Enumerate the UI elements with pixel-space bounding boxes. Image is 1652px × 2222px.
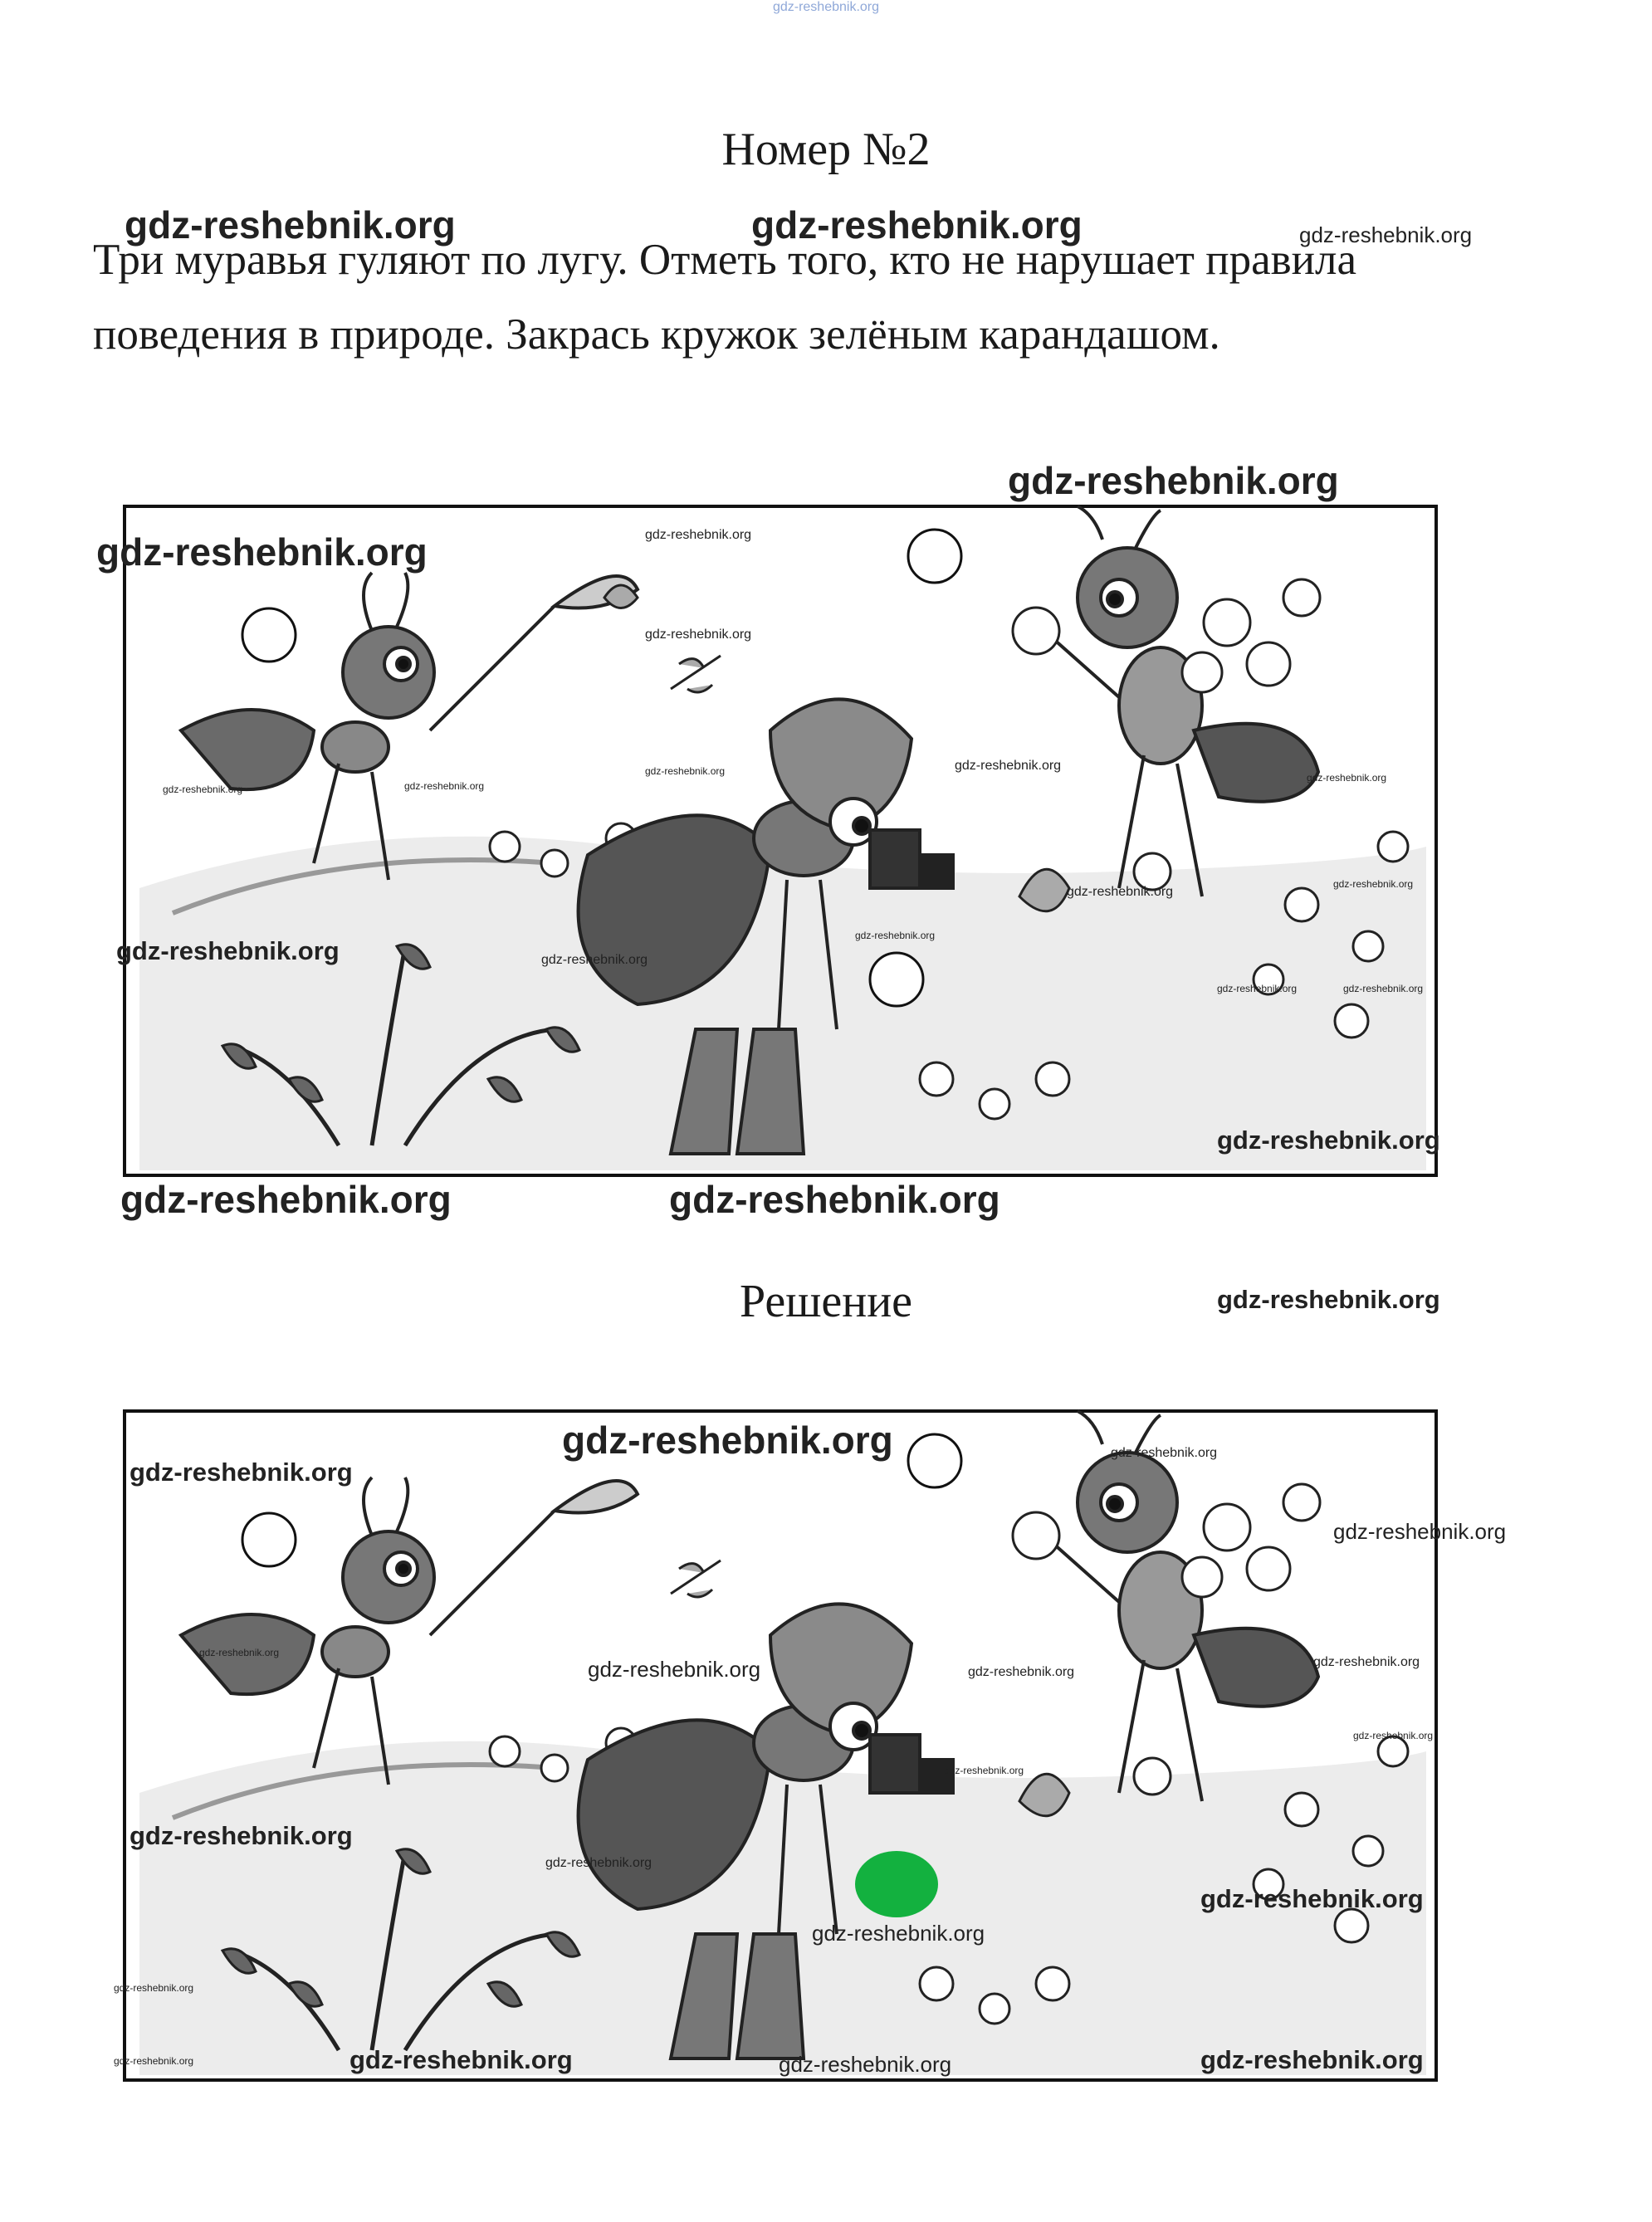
watermark: gdz-reshebnik.org — [588, 1657, 761, 1682]
watermark: gdz-reshebnik.org — [130, 1821, 353, 1850]
answer-circle-ant-with-camera-filled — [855, 1851, 938, 1917]
watermark: gdz-reshebnik.org — [1217, 983, 1298, 994]
watermark: gdz-reshebnik.org — [645, 528, 752, 542]
watermark: gdz-reshebnik.org — [1217, 1285, 1440, 1314]
watermark: gdz-reshebnik.org — [645, 628, 752, 642]
watermark: gdz-reshebnik.org — [1333, 1519, 1507, 1544]
task-line-2: поведения в природе. Закрась кружок зелёным карандашом. — [93, 310, 1220, 359]
watermark: gdz-reshebnik.org — [1067, 885, 1174, 899]
watermark: gdz-reshebnik.org — [562, 1419, 893, 1462]
watermark: gdz-reshebnik.org — [1200, 2045, 1424, 2074]
watermark: gdz-reshebnik.org — [120, 1178, 452, 1221]
watermark: gdz-reshebnik.org — [1333, 878, 1414, 890]
solution-heading: Решение — [739, 1276, 913, 1327]
top-site-watermark: gdz-reshebnik.org — [772, 0, 880, 14]
watermark: gdz-reshebnik.org — [751, 203, 1083, 247]
task-line-1: Три муравья гуляют по лугу. Отметь того, кто не нарушает правила — [93, 236, 1356, 284]
watermark: gdz-reshebnik.org — [669, 1178, 1000, 1221]
watermark: gdz-reshebnik.org — [1299, 222, 1473, 247]
watermark: gdz-reshebnik.org — [812, 1921, 985, 1946]
answer-circle-ant-with-camera — [870, 953, 923, 1006]
watermark: gdz-reshebnik.org — [944, 1765, 1024, 1776]
solution-picture — [123, 1403, 1443, 2092]
answer-circle-ant-with-net — [242, 608, 296, 662]
watermark: gdz-reshebnik.org — [1200, 1884, 1424, 1913]
watermark: gdz-reshebnik.org — [779, 2052, 952, 2077]
watermark: gdz-reshebnik.org — [1343, 983, 1424, 994]
meadow-illustration — [123, 498, 1443, 1187]
answer-circle-ant-with-net — [242, 1513, 296, 1566]
watermark: gdz-reshebnik.org — [545, 1856, 652, 1870]
watermark: gdz-reshebnik.org — [1353, 1730, 1434, 1741]
watermark: gdz-reshebnik.org — [1008, 459, 1339, 502]
watermark: gdz-reshebnik.org — [349, 2045, 573, 2074]
watermark: gdz-reshebnik.org — [199, 1647, 280, 1658]
answer-circle-ant-with-flowers — [908, 530, 961, 583]
watermark: gdz-reshebnik.org — [968, 1665, 1075, 1679]
watermark: gdz-reshebnik.org — [163, 784, 243, 795]
watermark: gdz-reshebnik.org — [116, 936, 340, 965]
watermark: gdz-reshebnik.org — [1217, 1126, 1440, 1155]
watermark: gdz-reshebnik.org — [645, 765, 726, 777]
page-title: Номер №2 — [721, 124, 931, 175]
answer-circle-ant-with-flowers — [908, 1434, 961, 1487]
watermark: gdz-reshebnik.org — [114, 1982, 194, 1994]
meadow-illustration-solution — [123, 1403, 1443, 2092]
watermark: gdz-reshebnik.org — [1307, 772, 1387, 784]
watermark: gdz-reshebnik.org — [114, 2055, 194, 2067]
watermark: gdz-reshebnik.org — [125, 203, 456, 247]
watermark: gdz-reshebnik.org — [96, 530, 428, 574]
watermark: gdz-reshebnik.org — [541, 953, 648, 967]
watermark: gdz-reshebnik.org — [955, 759, 1062, 773]
task-picture — [123, 498, 1443, 1187]
watermark: gdz-reshebnik.org — [1313, 1655, 1420, 1669]
watermark: gdz-reshebnik.org — [130, 1458, 353, 1487]
watermark: gdz-reshebnik.org — [404, 780, 485, 792]
watermark: gdz-reshebnik.org — [1111, 1446, 1218, 1460]
watermark: gdz-reshebnik.org — [855, 930, 936, 941]
